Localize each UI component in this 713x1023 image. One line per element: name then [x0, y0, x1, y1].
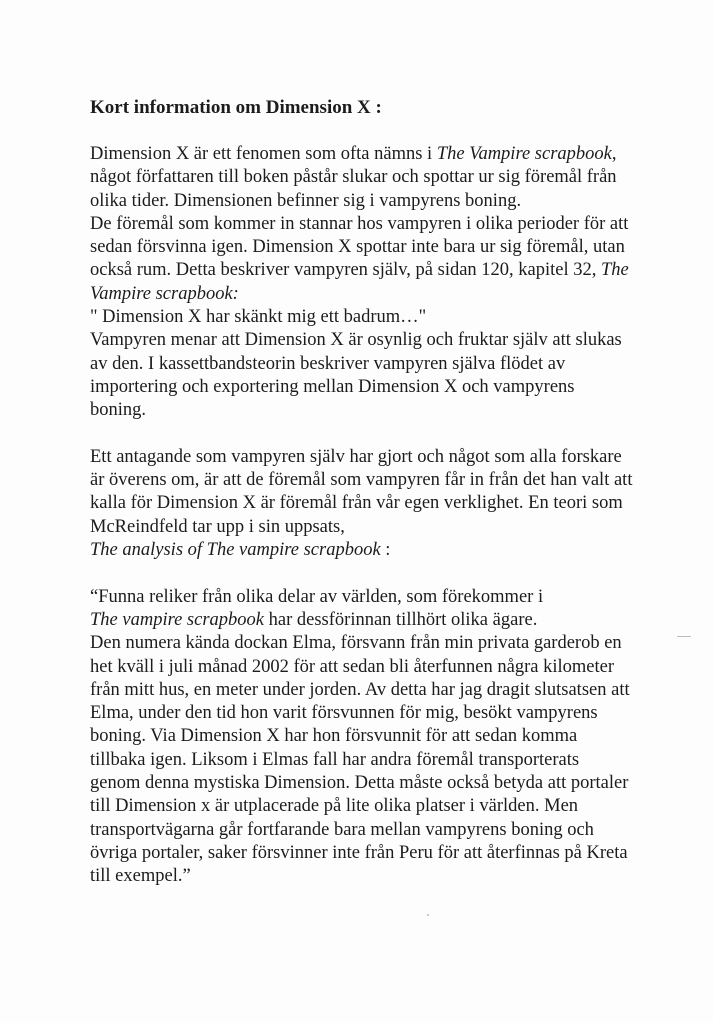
text-line: kalla för Dimension X är föremål från vår egen verklighet. En teori som: [90, 493, 623, 514]
text-line: “Funna reliker från olika delar av världen, som förekommer i: [90, 586, 544, 607]
paragraph-2: [90, 446, 680, 562]
text-line: Vampyren menar att Dimension X är osynlig och fruktar själv att slukas: [90, 330, 622, 351]
document-heading: Kort information om Dimension X :: [90, 97, 382, 118]
text-line: olika tider. Dimensionen befinner sig i vampyrens boning.: [90, 190, 522, 211]
scan-speck: [677, 636, 691, 637]
text-line: är överens om, är att de föremål som vampyren får in från det han valt att: [90, 470, 633, 491]
text-line: [90, 143, 680, 166]
text-line: [90, 609, 680, 632]
quote-line: " Dimension X har skänkt mig ett badrum…": [90, 307, 427, 328]
book-title-italic: The: [601, 260, 629, 281]
text-line: från mitt hus, en meter under jorden. Av detta har jag dragit slutsatsen att: [90, 679, 630, 700]
essay-title-italic: The analysis of The vampire scrapbook: [90, 540, 381, 561]
text-line: till Dimension x är utplacerade på lite olika platser i världen. Men: [90, 796, 579, 817]
book-title-italic: The Vampire scrapbook: [436, 144, 612, 164]
paragraph-1: [90, 143, 680, 423]
text-line: Ett antagande som vampyren själv har gjort och något som alla forskare: [90, 446, 622, 467]
text-line: genom denna mystiska Dimension. Detta måste också betyda att portaler: [90, 773, 629, 794]
paragraph-gap: [90, 562, 680, 585]
text-line: övriga portaler, saker försvinner inte från Peru för att återfinnas på Kreta: [90, 842, 628, 863]
text-segment: har dessförinnan tillhört olika ägare.: [264, 609, 538, 630]
document-body: [90, 96, 680, 889]
text-line: transportvägarna går fortfarande bara mellan vampyrens boning och: [90, 819, 594, 840]
text-line: något författaren till boken påstår slukar och spottar ur sig föremål från: [90, 167, 617, 188]
text-line: av den. I kassettbandsteorin beskriver vampyren själva flödet av: [90, 353, 566, 374]
text-line: boning. Via Dimension X har hon försvunnit för att sedan komma: [90, 726, 578, 747]
text-line: McReindfeld tar upp i sin uppsats,: [90, 516, 345, 537]
text-segment: ,: [611, 144, 617, 164]
paragraph-3-quote: [90, 586, 680, 889]
text-segment: också rum. Detta beskriver vampyren själv, på sidan 120, kapitel 32,: [90, 260, 602, 281]
text-line: [90, 539, 680, 562]
text-line: tillbaka igen. Liksom i Elmas fall har andra föremål transporterats: [90, 749, 580, 770]
text-segment: :: [380, 540, 391, 561]
scan-speck: [427, 914, 429, 916]
text-line: till exempel.”: [90, 866, 191, 887]
text-line: [90, 259, 680, 282]
text-segment: Dimension X är ett fenomen som ofta nämns i: [90, 144, 437, 164]
text-line: het kväll i juli månad 2002 för att sedan bli återfunnen några kilometer: [90, 656, 614, 677]
book-title-italic: The vampire scrapbook: [90, 609, 265, 630]
text-line: Den numera kända dockan Elma, försvann från min privata garderob en: [90, 633, 622, 654]
text-line: Elma, under den tid hon varit försvunnen för mig, besökt vampyrens: [90, 703, 598, 724]
text-line: boning.: [90, 400, 147, 421]
text-line: sedan försvinna igen. Dimension X spottar inte bara ur sig föremål, utan: [90, 237, 625, 258]
book-title-italic: Vampire scrapbook:: [90, 283, 239, 304]
text-line: importering och exportering mellan Dimension X och vampyrens: [90, 376, 575, 397]
text-line: De föremål som kommer in stannar hos vampyren i olika perioder för att: [90, 213, 629, 234]
paragraph-gap: [90, 423, 680, 446]
